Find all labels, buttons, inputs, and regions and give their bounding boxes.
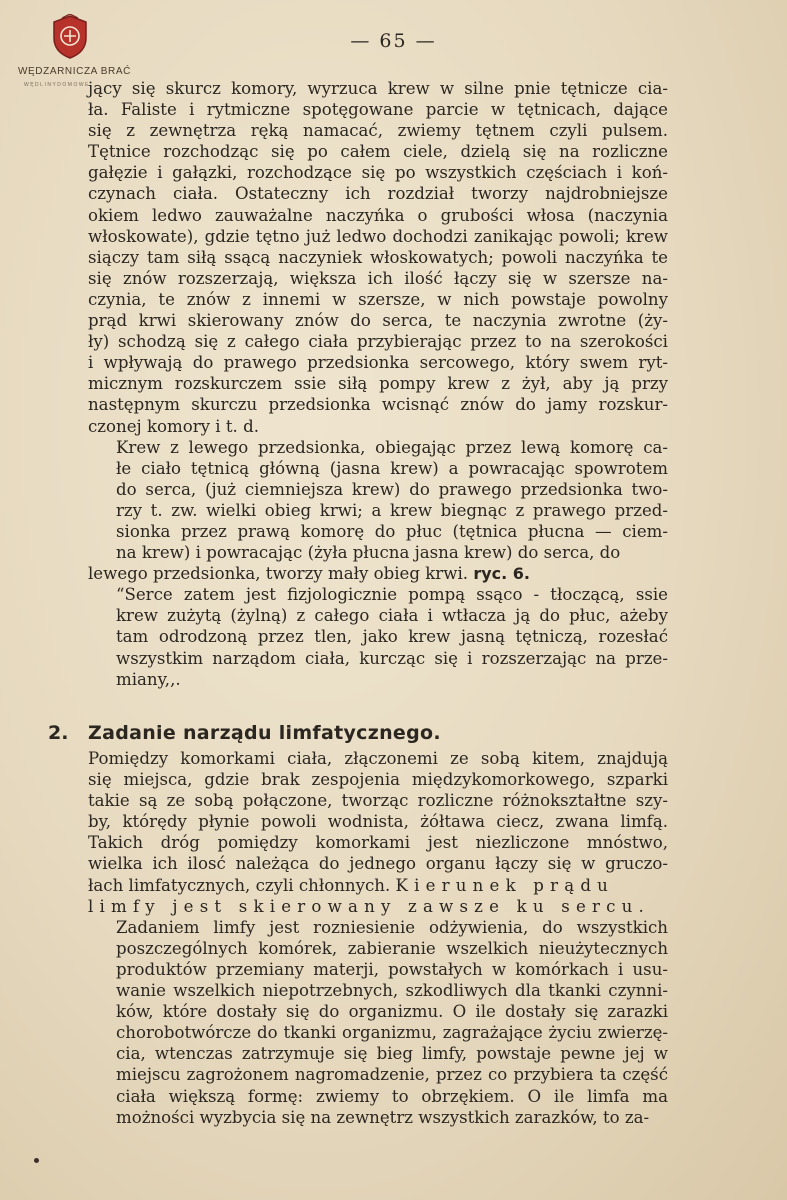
text-line: się miejsca, gdzie brak zespojenia międzykomorkowego, szparki	[88, 770, 668, 790]
text-line: poszczególnych komórek, zabieranie wszelkich nieużytecznych	[116, 938, 668, 958]
text-line: na krew) i powracając (żyła płucna jasna krew) do serca, do	[116, 543, 621, 563]
bullet-icon	[34, 1158, 39, 1163]
text-line: gałęzie i gałązki, rozchodzące się po wszystkich częściach i koń-	[88, 163, 668, 183]
text-line: Pomiędzy komorkami ciała, złączonemi ze sobą kitem, znajdują	[88, 749, 668, 768]
text-line: Takich dróg pomiędzy komorkami jest niezliczone mnóstwo,	[88, 833, 668, 853]
text-line: rzy t. zw. wielki obieg krwi; a krew biegnąc z prawego przed-	[116, 500, 668, 520]
text-line: wszystkim narządom ciała, kurcząc się i rozszerzając na prze-	[116, 648, 668, 668]
text-line: łe ciało tętnicą główną (jasna krew) a powracając spowrotem	[116, 458, 668, 478]
text-line: się znów rozszerzają, większa ich ilość łączy się w szersze na-	[88, 268, 668, 288]
text-line: włoskowate), gdzie tętno już ledwo dochodzi zanikając powoli; krew	[88, 226, 668, 246]
text-line: wielka ich ilosć należąca do jednego organu łączy się w gruczo-	[88, 854, 668, 874]
section-text-block	[88, 748, 668, 1128]
section-number: 2.	[48, 722, 69, 744]
emphasized-text: limfy jest skierowany zawsze ku sercu.	[88, 896, 650, 916]
text-line: jący się skurcz komory, wyrzuca krew w silne pnie tętnicze cia-	[88, 79, 668, 98]
text-line: Krew z lewego przedsionka, obiegając przez lewą komorę ca-	[116, 437, 668, 457]
text-line: Zadaniem limfy jest rozniesienie odżywienia, do wszystkich	[116, 917, 668, 937]
paragraph-lymph-paths	[88, 748, 668, 917]
text-line: Tętnice rozchodząc się po całem ciele, dzielą się na rozliczne	[88, 142, 668, 162]
paragraph-circulation	[88, 437, 668, 585]
page-number: — 65 —	[350, 30, 437, 52]
text-line: czonej komory i t. d.	[88, 416, 260, 436]
text-line: ciała większą formę: zwiemy to obrzękiem. O ile limfa ma	[116, 1086, 668, 1106]
text-line: krew zużytą (żylną) z całego ciała i wtłacza ją do płuc, ażeby	[116, 606, 668, 626]
text-line: wanie wszelkich niepotrzebnych, szkodliwych dla tkanki czynni-	[116, 981, 668, 1001]
emphasized-text: Kierunek prądu	[395, 875, 615, 895]
main-text-block	[88, 78, 668, 690]
text-line: lewego przedsionka, tworzy mały obieg krwi.	[88, 564, 469, 584]
paragraph-lymph-function	[88, 917, 668, 1128]
text-line: micznym rozskurczem ssie siłą pompy krew z żył, aby ją przy	[88, 374, 668, 394]
text-line: miejscu zagrożonem nagromadzenie, przez co przybiera ta część	[116, 1065, 668, 1085]
text-line: takie są ze sobą połączone, tworząc rozliczne różnokształtne szy-	[88, 791, 668, 811]
text-line: miany,,.	[116, 669, 181, 689]
text-line: sionka przez prawą komorę do płuc (tętnica płucna — ciem-	[116, 521, 668, 541]
text-line: możności wyzbycia się na zewnętrz wszystkich zarazków, to za-	[116, 1107, 650, 1127]
text-line: łach limfatycznych, czyli chłonnych.	[88, 875, 391, 895]
text-line: tam odrodzoną przez tlen, jako krew jasną tętniczą, rozesłać	[116, 627, 668, 647]
paragraph-heart-arteries	[88, 78, 668, 437]
brand-subtitle: WĘDLINYDOMOWE	[24, 82, 90, 88]
section-title: Zadanie narządu limfatycznego.	[88, 722, 441, 744]
text-line: się z zewnętrza ręką namacać, zwiemy tętnem czyli pulsem.	[88, 121, 668, 141]
figure-reference: ryc. 6.	[473, 564, 530, 584]
text-line: prąd krwi skierowany znów do serca, te naczynia zwrotne (ży-	[88, 311, 668, 331]
text-line: do serca, (już ciemniejsza krew) do prawego przedsionka two-	[116, 479, 668, 499]
text-line: czynach ciała. Ostateczny ich rozdział tworzy najdrobniejsze	[88, 184, 668, 204]
text-line: następnym skurczu przedsionka wcisnąć znów do jamy rozskur-	[88, 395, 668, 415]
brand-name: WĘDZARNICZA BRAĆ	[18, 66, 131, 77]
text-line: by, którędy płynie powoli wodnista, żółtawa ciecz, zwana limfą.	[88, 812, 668, 832]
text-line: ków, które dostały się do organizmu. O ile dostały się zarazki	[116, 1002, 668, 1022]
text-line: cia, wtenczas zatrzymuje się bieg limfy, powstaje pewne jej w	[116, 1044, 668, 1064]
text-line: chorobotwórcze do tkanki organizmu, zagrażające życiu zwierzę-	[116, 1023, 668, 1043]
text-line: ła. Faliste i rytmiczne spotęgowane parcie w tętnicach, dające	[88, 100, 668, 120]
text-line: i wpływają do prawego przedsionka sercowego, który swem ryt-	[88, 353, 668, 373]
text-line: czynia, te znów z innemi w szersze, w nich powstaje powolny	[88, 289, 668, 309]
text-line: siączy tam siłą ssącą naczyniek włoskowatych; powoli naczyńka te	[88, 247, 668, 267]
text-line: produktów przemiany materji, powstałych w komórkach i usu-	[116, 959, 668, 979]
text-line: okiem ledwo zauważalne naczyńka o grubości włosa (naczynia	[88, 205, 668, 225]
text-line: ły) schodzą się z całego ciała przybierając przez to na szerokości	[88, 332, 668, 352]
paragraph-heart-quote	[88, 584, 668, 689]
text-line: “Serce zatem jest fizjologicznie pompą ssąco - tłoczącą, ssie	[116, 585, 668, 605]
